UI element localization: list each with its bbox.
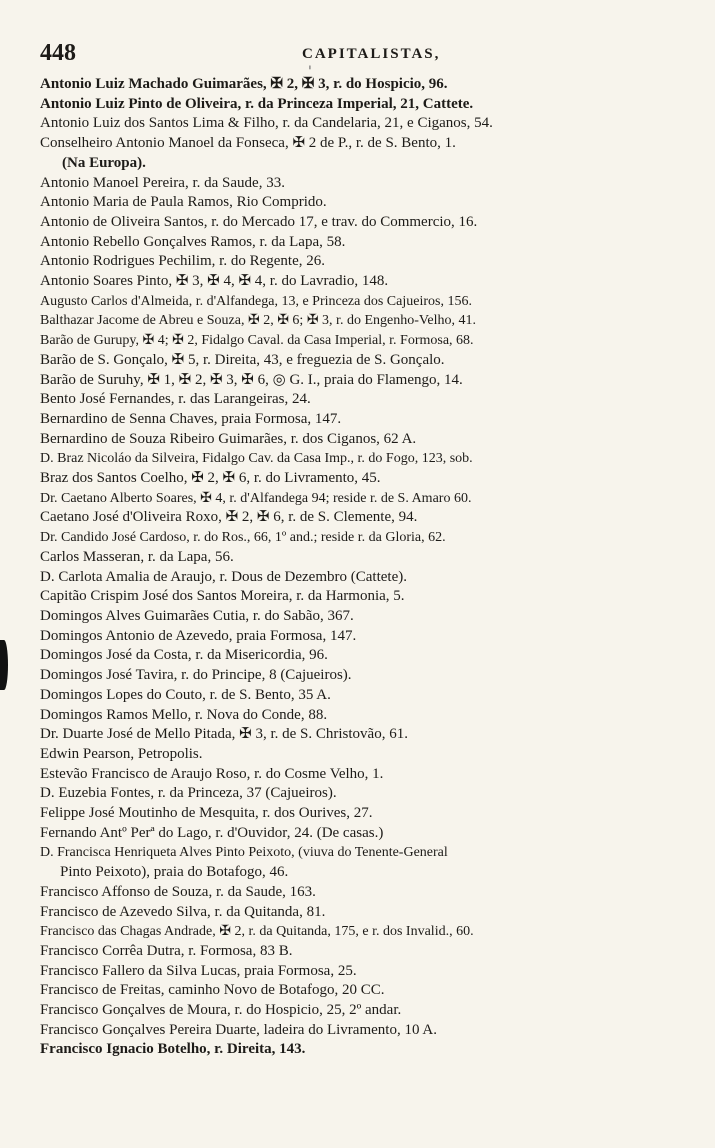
list-item: D. Carlota Amalia de Araujo, r. Dous de Dezembro (Cattete). bbox=[40, 568, 407, 585]
list-item: Bento José Fernandes, r. das Larangeiras, 24. bbox=[40, 391, 311, 408]
list-item: Dr. Caetano Alberto Soares, ✠ 4, r. d'Alfandega 94; reside r. de S. Amaro 60. bbox=[40, 490, 472, 506]
ink-blot bbox=[0, 640, 8, 690]
list-item: Francisco de Freitas, caminho Novo de Botafogo, 20 CC. bbox=[40, 982, 385, 999]
list-item: Francisco Gonçalves Pereira Duarte, ladeira do Livramento, 10 A. bbox=[40, 1021, 437, 1038]
list-item: D. Braz Nicoláo da Silveira, Fidalgo Cav. da Casa Imp., r. do Fogo, 123, sob. bbox=[40, 451, 473, 467]
list-item: Estevão Francisco de Araujo Roso, r. do Cosme Velho, 1. bbox=[40, 765, 384, 782]
list-item: Antonio Luiz Pinto de Oliveira, r. da Princeza Imperial, 21, Cattete. bbox=[40, 95, 474, 112]
list-item: Domingos José da Costa, r. da Misericordia, 96. bbox=[40, 647, 328, 664]
list-item: Dr. Duarte José de Mello Pitada, ✠ 3, r. de S. Christovão, 61. bbox=[40, 726, 408, 743]
list-item: Capitão Crispim José dos Santos Moreira, r. da Harmonia, 5. bbox=[40, 588, 405, 605]
list-item: Dr. Candido José Cardoso, r. do Ros., 66, 1º and.; reside r. da Gloria, 62. bbox=[40, 530, 446, 546]
entry-list bbox=[40, 75, 690, 1060]
list-item: Braz dos Santos Coelho, ✠ 2, ✠ 6, r. do Livramento, 45. bbox=[40, 470, 381, 487]
list-item: Bernardino de Souza Ribeiro Guimarães, r. dos Ciganos, 62 A. bbox=[40, 430, 417, 447]
page-number: 448 bbox=[40, 40, 76, 66]
list-item: Domingos José Tavira, r. do Principe, 8 (Cajueiros). bbox=[40, 667, 352, 684]
list-item: Antonio Maria de Paula Ramos, Rio Comprido. bbox=[40, 194, 327, 211]
list-item: Domingos Antonio de Azevedo, praia Formosa, 147. bbox=[40, 627, 357, 644]
list-item: Bernardino de Senna Chaves, praia Formosa, 147. bbox=[40, 410, 342, 427]
running-title: CAPITALISTAS, bbox=[302, 46, 441, 62]
list-item: Antonio Luiz Machado Guimarães, ✠ 2, ✠ 3, r. do Hospicio, 96. bbox=[40, 76, 448, 92]
list-item: Antonio Rebello Gonçalves Ramos, r. da Lapa, 58. bbox=[40, 233, 346, 250]
list-item: D. Euzebia Fontes, r. da Princeza, 37 (Cajueiros). bbox=[40, 785, 337, 802]
list-item: Francisco Corrêa Dutra, r. Formosa, 83 B. bbox=[40, 942, 293, 959]
list-item: D. Francisca Henriqueta Alves Pinto Peixoto, (viuva do Tenente-General bbox=[40, 845, 448, 861]
list-item: Antonio Luiz dos Santos Lima & Filho, r. da Candelaria, 21, e Ciganos, 54. bbox=[40, 115, 493, 132]
list-item: Edwin Pearson, Petropolis. bbox=[40, 745, 203, 762]
list-item: Barão de Gurupy, ✠ 4; ✠ 2, Fidalgo Caval. da Casa Imperial, r. Formosa, 68. bbox=[40, 333, 474, 349]
list-item: Francisco de Azevedo Silva, r. da Quitanda, 81. bbox=[40, 903, 326, 920]
top-mark: ' bbox=[308, 64, 312, 80]
list-item: Francisco Ignacio Botelho, r. Direita, 143. bbox=[40, 1041, 306, 1058]
list-item: Domingos Alves Guimarães Cutia, r. do Sabão, 367. bbox=[40, 607, 354, 624]
list-item: Fernando Antº Perª do Lago, r. d'Ouvidor, 24. (De casas.) bbox=[40, 824, 384, 841]
list-item: Felippe José Moutinho de Mesquita, r. dos Ourives, 27. bbox=[40, 805, 373, 822]
list-item: Francisco Fallero da Silva Lucas, praia Formosa, 25. bbox=[40, 962, 357, 979]
page-header bbox=[40, 40, 670, 80]
list-item: Conselheiro Antonio Manoel da Fonseca, ✠ 2 de P., r. de S. Bento, 1. bbox=[40, 135, 456, 152]
list-item: Domingos Lopes do Couto, r. de S. Bento, 35 A. bbox=[40, 686, 331, 703]
list-item: (Na Europa). bbox=[62, 154, 146, 171]
list-item: Francisco Gonçalves de Moura, r. do Hospicio, 25, 2º andar. bbox=[40, 1002, 402, 1019]
list-item: Antonio Manoel Pereira, r. da Saude, 33. bbox=[40, 174, 285, 191]
list-item: Augusto Carlos d'Almeida, r. d'Alfandega, 13, e Princeza dos Cajueiros, 156. bbox=[40, 293, 472, 309]
list-item: Barão de Suruhy, ✠ 1, ✠ 2, ✠ 3, ✠ 6, ◎ G. I., praia do Flamengo, 14. bbox=[40, 371, 463, 388]
list-item: Domingos Ramos Mello, r. Nova do Conde, 88. bbox=[40, 706, 328, 723]
list-item: Carlos Masseran, r. da Lapa, 56. bbox=[40, 548, 234, 565]
list-item: Caetano José d'Oliveira Roxo, ✠ 2, ✠ 6, r. de S. Clemente, 94. bbox=[40, 509, 418, 526]
list-item: Pinto Peixoto), praia do Botafogo, 46. bbox=[60, 864, 289, 881]
list-item: Antonio Soares Pinto, ✠ 3, ✠ 4, ✠ 4, r. do Lavradio, 148. bbox=[40, 273, 389, 290]
list-item: Barão de S. Gonçalo, ✠ 5, r. Direita, 43, e freguezia de S. Gonçalo. bbox=[40, 351, 445, 368]
list-item: Francisco Affonso de Souza, r. da Saude, 163. bbox=[40, 883, 316, 900]
list-item: Antonio de Oliveira Santos, r. do Mercado 17, e trav. do Commercio, 16. bbox=[40, 213, 478, 230]
list-item: Francisco das Chagas Andrade, ✠ 2, r. da Quitanda, 175, e r. dos Invalid., 60. bbox=[40, 924, 474, 940]
list-item: Antonio Rodrigues Pechilim, r. do Regente, 26. bbox=[40, 253, 325, 270]
list-item: Balthazar Jacome de Abreu e Souza, ✠ 2, ✠ 6; ✠ 3, r. do Engenho-Velho, 41. bbox=[40, 313, 477, 329]
